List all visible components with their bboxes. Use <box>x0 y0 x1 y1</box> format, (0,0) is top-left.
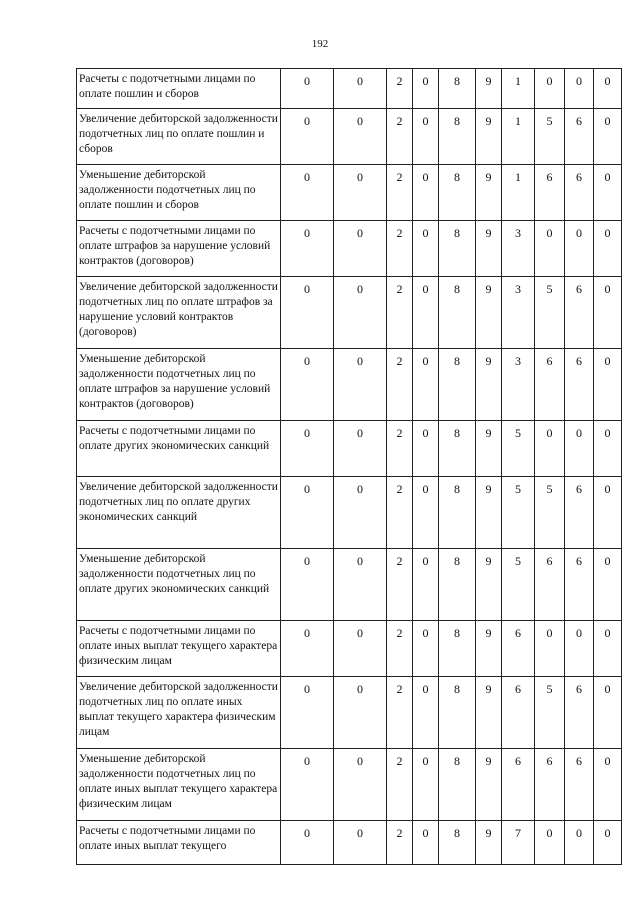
account-name-cell: Расчеты с подотчетными лицами по оплате иных выплат текущего <box>77 821 281 865</box>
code-digit-cell: 2 <box>387 221 413 277</box>
code-digit-cell: 0 <box>334 69 387 109</box>
code-digit-cell: 0 <box>594 349 622 421</box>
code-digit-cell: 9 <box>476 421 502 477</box>
code-digit-cell: 0 <box>334 821 387 865</box>
code-digit-cell: 0 <box>281 821 334 865</box>
code-digit-cell: 1 <box>502 69 535 109</box>
code-digit-cell: 2 <box>387 349 413 421</box>
code-digit-cell: 2 <box>387 69 413 109</box>
code-digit-cell: 8 <box>439 165 476 221</box>
account-name-cell: Расчеты с подотчетными лицами по оплате иных выплат текущего характера физическим лицам <box>77 621 281 677</box>
code-digit-cell: 3 <box>502 277 535 349</box>
table-row <box>77 109 622 165</box>
account-name-cell: Уменьшение дебиторской задолженности подотчетных лиц по оплате других экономических санкций <box>77 549 281 621</box>
code-digit-cell: 0 <box>535 821 565 865</box>
code-digit-cell: 6 <box>565 549 594 621</box>
account-name-cell: Расчеты с подотчетными лицами по оплате штрафов за нарушение условий контрактов (договоров) <box>77 221 281 277</box>
code-digit-cell: 0 <box>413 477 439 549</box>
account-name-cell: Увеличение дебиторской задолженности подотчетных лиц по оплате других экономических санкций <box>77 477 281 549</box>
code-digit-cell: 6 <box>565 477 594 549</box>
code-digit-cell: 9 <box>476 69 502 109</box>
table-row <box>77 69 622 109</box>
code-digit-cell: 6 <box>535 549 565 621</box>
code-digit-cell: 0 <box>413 821 439 865</box>
code-digit-cell: 1 <box>502 109 535 165</box>
code-digit-cell: 0 <box>413 677 439 749</box>
code-digit-cell: 2 <box>387 749 413 821</box>
table-row <box>77 349 622 421</box>
code-digit-cell: 0 <box>413 549 439 621</box>
code-digit-cell: 8 <box>439 621 476 677</box>
table-row <box>77 677 622 749</box>
code-digit-cell: 6 <box>502 749 535 821</box>
code-digit-cell: 0 <box>281 277 334 349</box>
code-digit-cell: 0 <box>535 421 565 477</box>
code-digit-cell: 0 <box>334 277 387 349</box>
code-digit-cell: 0 <box>594 477 622 549</box>
code-digit-cell: 0 <box>594 277 622 349</box>
page-number: 192 <box>311 38 329 50</box>
code-digit-cell: 0 <box>413 421 439 477</box>
account-codes-table <box>76 68 622 865</box>
code-digit-cell: 6 <box>565 165 594 221</box>
code-digit-cell: 0 <box>413 165 439 221</box>
code-digit-cell: 0 <box>281 221 334 277</box>
table-row <box>77 277 622 349</box>
code-digit-cell: 5 <box>535 277 565 349</box>
code-digit-cell: 0 <box>565 621 594 677</box>
code-digit-cell: 0 <box>334 677 387 749</box>
account-name-cell: Увеличение дебиторской задолженности подотчетных лиц по оплате пошлин и сборов <box>77 109 281 165</box>
code-digit-cell: 5 <box>535 477 565 549</box>
code-digit-cell: 0 <box>594 549 622 621</box>
code-digit-cell: 0 <box>594 69 622 109</box>
code-digit-cell: 8 <box>439 277 476 349</box>
account-name-cell: Увеличение дебиторской задолженности подотчетных лиц по оплате штрафов за нарушение условий контрактов (договоров) <box>77 277 281 349</box>
code-digit-cell: 0 <box>281 549 334 621</box>
code-digit-cell: 1 <box>502 165 535 221</box>
code-digit-cell: 6 <box>535 349 565 421</box>
code-digit-cell: 2 <box>387 421 413 477</box>
code-digit-cell: 0 <box>594 165 622 221</box>
code-digit-cell: 9 <box>476 477 502 549</box>
code-digit-cell: 2 <box>387 621 413 677</box>
code-digit-cell: 0 <box>281 477 334 549</box>
code-digit-cell: 0 <box>413 749 439 821</box>
code-digit-cell: 0 <box>413 621 439 677</box>
code-digit-cell: 0 <box>281 677 334 749</box>
account-name-cell: Расчеты с подотчетными лицами по оплате других экономических санкций <box>77 421 281 477</box>
code-digit-cell: 0 <box>535 221 565 277</box>
code-digit-cell: 0 <box>413 69 439 109</box>
code-digit-cell: 5 <box>502 421 535 477</box>
code-digit-cell: 6 <box>535 165 565 221</box>
code-digit-cell: 8 <box>439 349 476 421</box>
code-digit-cell: 9 <box>476 109 502 165</box>
code-digit-cell: 5 <box>535 109 565 165</box>
table-row <box>77 477 622 549</box>
code-digit-cell: 9 <box>476 165 502 221</box>
code-digit-cell: 0 <box>281 69 334 109</box>
code-digit-cell: 0 <box>281 749 334 821</box>
table-row <box>77 749 622 821</box>
code-digit-cell: 0 <box>565 221 594 277</box>
code-digit-cell: 6 <box>565 109 594 165</box>
code-digit-cell: 0 <box>334 221 387 277</box>
code-digit-cell: 0 <box>535 621 565 677</box>
code-digit-cell: 0 <box>413 349 439 421</box>
code-digit-cell: 9 <box>476 677 502 749</box>
code-digit-cell: 2 <box>387 109 413 165</box>
account-name-cell: Увеличение дебиторской задолженности подотчетных лиц по оплате иных выплат текущего характера физическим лицам <box>77 677 281 749</box>
code-digit-cell: 9 <box>476 749 502 821</box>
table-row <box>77 549 622 621</box>
code-digit-cell: 0 <box>281 349 334 421</box>
code-digit-cell: 9 <box>476 549 502 621</box>
code-digit-cell: 5 <box>502 477 535 549</box>
code-digit-cell: 9 <box>476 277 502 349</box>
code-digit-cell: 0 <box>334 421 387 477</box>
code-digit-cell: 5 <box>535 677 565 749</box>
code-digit-cell: 0 <box>565 69 594 109</box>
code-digit-cell: 2 <box>387 477 413 549</box>
code-digit-cell: 6 <box>502 677 535 749</box>
table-row <box>77 621 622 677</box>
code-digit-cell: 0 <box>334 749 387 821</box>
table-row <box>77 221 622 277</box>
code-digit-cell: 9 <box>476 621 502 677</box>
code-digit-cell: 0 <box>594 621 622 677</box>
account-name-cell: Уменьшение дебиторской задолженности подотчетных лиц по оплате пошлин и сборов <box>77 165 281 221</box>
table-row <box>77 421 622 477</box>
code-digit-cell: 6 <box>502 621 535 677</box>
code-digit-cell: 0 <box>334 109 387 165</box>
code-digit-cell: 0 <box>334 621 387 677</box>
code-digit-cell: 3 <box>502 349 535 421</box>
code-digit-cell: 0 <box>281 109 334 165</box>
code-digit-cell: 0 <box>594 821 622 865</box>
code-digit-cell: 0 <box>281 621 334 677</box>
code-digit-cell: 0 <box>594 749 622 821</box>
code-digit-cell: 0 <box>594 221 622 277</box>
code-digit-cell: 8 <box>439 477 476 549</box>
code-digit-cell: 6 <box>565 277 594 349</box>
code-digit-cell: 5 <box>502 549 535 621</box>
code-digit-cell: 8 <box>439 821 476 865</box>
code-digit-cell: 6 <box>565 749 594 821</box>
code-digit-cell: 2 <box>387 677 413 749</box>
account-name-cell: Расчеты с подотчетными лицами по оплате пошлин и сборов <box>77 69 281 109</box>
code-digit-cell: 2 <box>387 821 413 865</box>
code-digit-cell: 0 <box>334 349 387 421</box>
code-digit-cell: 0 <box>334 165 387 221</box>
code-digit-cell: 0 <box>334 549 387 621</box>
code-digit-cell: 8 <box>439 69 476 109</box>
code-digit-cell: 0 <box>594 109 622 165</box>
code-digit-cell: 0 <box>565 421 594 477</box>
code-digit-cell: 2 <box>387 277 413 349</box>
table-row <box>77 165 622 221</box>
code-digit-cell: 6 <box>565 349 594 421</box>
code-digit-cell: 0 <box>413 277 439 349</box>
code-digit-cell: 8 <box>439 549 476 621</box>
code-digit-cell: 2 <box>387 549 413 621</box>
code-digit-cell: 8 <box>439 677 476 749</box>
code-digit-cell: 6 <box>565 677 594 749</box>
code-digit-cell: 9 <box>476 221 502 277</box>
code-digit-cell: 8 <box>439 109 476 165</box>
code-digit-cell: 9 <box>476 821 502 865</box>
code-digit-cell: 0 <box>594 421 622 477</box>
code-digit-cell: 0 <box>594 677 622 749</box>
code-digit-cell: 6 <box>535 749 565 821</box>
code-digit-cell: 0 <box>281 421 334 477</box>
table-row <box>77 821 622 865</box>
table-body <box>77 69 622 865</box>
code-digit-cell: 2 <box>387 165 413 221</box>
code-digit-cell: 0 <box>281 165 334 221</box>
code-digit-cell: 0 <box>535 69 565 109</box>
account-name-cell: Уменьшение дебиторской задолженности подотчетных лиц по оплате штрафов за нарушение условий контрактов (договоров) <box>77 349 281 421</box>
code-digit-cell: 8 <box>439 221 476 277</box>
code-digit-cell: 9 <box>476 349 502 421</box>
code-digit-cell: 3 <box>502 221 535 277</box>
code-digit-cell: 0 <box>413 109 439 165</box>
code-digit-cell: 0 <box>413 221 439 277</box>
code-digit-cell: 0 <box>565 821 594 865</box>
code-digit-cell: 8 <box>439 421 476 477</box>
code-digit-cell: 0 <box>334 477 387 549</box>
code-digit-cell: 8 <box>439 749 476 821</box>
code-digit-cell: 7 <box>502 821 535 865</box>
account-name-cell: Уменьшение дебиторской задолженности подотчетных лиц по оплате иных выплат текущего характера физическим лицам <box>77 749 281 821</box>
